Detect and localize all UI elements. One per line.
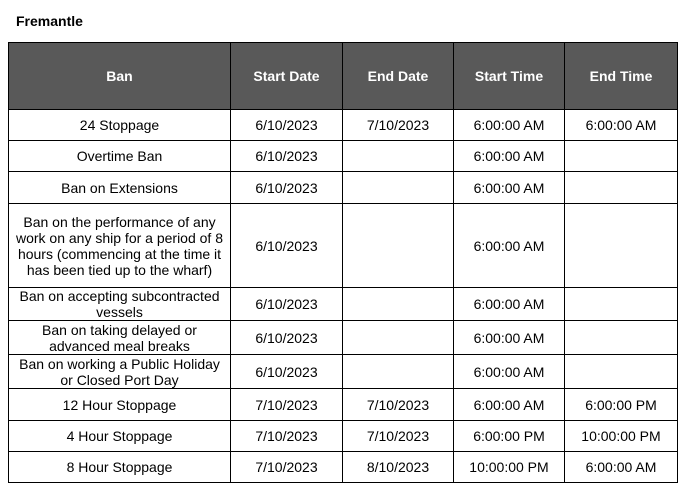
end-date-cell [343, 141, 454, 172]
start-time-cell: 6:00:00 AM [454, 110, 565, 141]
ban-cell: Overtime Ban [9, 141, 231, 172]
column-header-end-date: End Date [343, 43, 454, 110]
start-date-cell: 6/10/2023 [231, 141, 343, 172]
end-date-cell: 7/10/2023 [343, 389, 454, 421]
end-time-cell [565, 204, 678, 288]
ban-cell: Ban on working a Public Holiday or Closed Port Day [9, 355, 231, 389]
end-time-cell: 10:00:00 PM [565, 421, 678, 452]
start-date-cell: 7/10/2023 [231, 421, 343, 452]
ban-cell: 12 Hour Stoppage [9, 389, 231, 421]
end-time-cell [565, 321, 678, 355]
start-date-cell: 7/10/2023 [231, 389, 343, 421]
start-time-cell: 6:00:00 AM [454, 355, 565, 389]
start-date-cell: 6/10/2023 [231, 355, 343, 389]
table-row [9, 389, 678, 421]
start-time-cell: 6:00:00 AM [454, 204, 565, 288]
end-date-cell: 7/10/2023 [343, 110, 454, 141]
start-time-cell: 6:00:00 AM [454, 288, 565, 321]
end-time-cell: 6:00:00 PM [565, 389, 678, 421]
table-row [9, 141, 678, 172]
ban-cell: Ban on Extensions [9, 172, 231, 204]
ban-table [8, 42, 678, 483]
ban-cell: 4 Hour Stoppage [9, 421, 231, 452]
end-time-cell [565, 288, 678, 321]
start-date-cell: 6/10/2023 [231, 204, 343, 288]
end-time-cell: 6:00:00 AM [565, 452, 678, 483]
column-header-ban: Ban [9, 43, 231, 110]
end-time-cell [565, 172, 678, 204]
end-time-cell [565, 141, 678, 172]
table-row [9, 288, 678, 321]
end-date-cell [343, 288, 454, 321]
table-row [9, 321, 678, 355]
table-row [9, 421, 678, 452]
start-date-cell: 6/10/2023 [231, 110, 343, 141]
column-header-start-date: Start Date [231, 43, 343, 110]
ban-cell: Ban on accepting subcontracted vessels [9, 288, 231, 321]
table-row [9, 355, 678, 389]
table-row [9, 204, 678, 288]
start-time-cell: 10:00:00 PM [454, 452, 565, 483]
end-date-cell [343, 321, 454, 355]
end-time-cell [565, 355, 678, 389]
start-time-cell: 6:00:00 AM [454, 389, 565, 421]
end-date-cell [343, 172, 454, 204]
start-date-cell: 6/10/2023 [231, 288, 343, 321]
start-time-cell: 6:00:00 PM [454, 421, 565, 452]
end-time-cell: 6:00:00 AM [565, 110, 678, 141]
start-time-cell: 6:00:00 AM [454, 321, 565, 355]
column-header-start-time: Start Time [454, 43, 565, 110]
header-row [9, 43, 678, 110]
start-date-cell: 6/10/2023 [231, 172, 343, 204]
ban-cell: Ban on the performance of any work on any ship for a period of 8 hours (commencing at the time it has been tied up to the wharf) [9, 204, 231, 288]
end-date-cell: 8/10/2023 [343, 452, 454, 483]
start-time-cell: 6:00:00 AM [454, 172, 565, 204]
start-date-cell: 7/10/2023 [231, 452, 343, 483]
ban-cell: 24 Stoppage [9, 110, 231, 141]
start-time-cell: 6:00:00 AM [454, 141, 565, 172]
column-header-end-time: End Time [565, 43, 678, 110]
table-row [9, 172, 678, 204]
page-title: Fremantle [16, 13, 83, 29]
end-date-cell [343, 355, 454, 389]
end-date-cell: 7/10/2023 [343, 421, 454, 452]
start-date-cell: 6/10/2023 [231, 321, 343, 355]
table-row [9, 452, 678, 483]
ban-cell: Ban on taking delayed or advanced meal breaks [9, 321, 231, 355]
table-row [9, 110, 678, 141]
end-date-cell [343, 204, 454, 288]
ban-cell: 8 Hour Stoppage [9, 452, 231, 483]
